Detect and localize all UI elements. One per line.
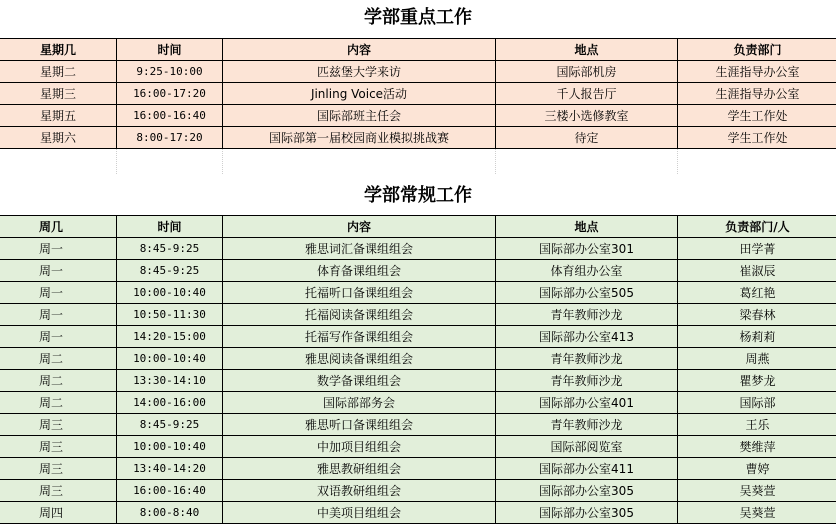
table-cell[interactable]: 中加项目组组会 [223,436,496,458]
table-cell[interactable]: 吴葵萱 [678,502,836,524]
table-cell[interactable]: 星期二 [0,61,117,83]
table-cell[interactable]: 16:00-16:40 [117,480,223,502]
table-row [0,238,836,260]
table-row [0,61,836,83]
table-cell[interactable]: 待定 [496,127,678,149]
table-row [0,480,836,502]
table-cell[interactable]: 国际部办公室411 [496,458,678,480]
table-cell[interactable]: 国际部部务会 [223,392,496,414]
table-cell[interactable]: 青年教师沙龙 [496,348,678,370]
column-header[interactable]: 时间 [117,39,223,61]
table-cell[interactable]: 国际部办公室413 [496,326,678,348]
table-cell[interactable]: 8:45-9:25 [117,238,223,260]
table-cell[interactable]: 8:45-9:25 [117,414,223,436]
table-row [0,392,836,414]
sheet-gridline [222,148,223,174]
table-cell[interactable]: 国际部办公室305 [496,480,678,502]
table-cell[interactable]: 青年教师沙龙 [496,414,678,436]
column-header[interactable]: 周几 [0,216,117,238]
table-cell[interactable]: 8:00-17:20 [117,127,223,149]
table-row [0,458,836,480]
table-cell[interactable]: 三楼小选修教室 [496,105,678,127]
table-cell[interactable]: 生涯指导办公室 [678,83,836,105]
table-cell[interactable]: 8:45-9:25 [117,260,223,282]
table-row [0,260,836,282]
table-cell[interactable]: 曹婷 [678,458,836,480]
table-row [0,370,836,392]
table-cell[interactable]: 周燕 [678,348,836,370]
table-cell[interactable]: 周二 [0,392,117,414]
sheet-gridline [677,148,678,174]
table-cell[interactable]: 国际部办公室401 [496,392,678,414]
table-row [0,83,836,105]
table-cell[interactable]: 国际部阅览室 [496,436,678,458]
table-cell[interactable]: 星期五 [0,105,117,127]
table-row [0,127,836,149]
table-cell[interactable]: 千人报告厅 [496,83,678,105]
column-header[interactable]: 负责部门 [678,39,836,61]
table-cell[interactable]: Jinling Voice活动 [223,83,496,105]
table-cell[interactable]: 梁春林 [678,304,836,326]
table-cell[interactable]: 国际部办公室301 [496,238,678,260]
table-cell[interactable]: 体育组办公室 [496,260,678,282]
table-cell[interactable]: 周四 [0,502,117,524]
table-cell[interactable]: 国际部班主任会 [223,105,496,127]
table-row [0,502,836,524]
table-cell[interactable]: 周二 [0,348,117,370]
table-cell[interactable]: 双语教研组组会 [223,480,496,502]
table-cell[interactable]: 8:00-8:40 [117,502,223,524]
table-cell[interactable]: 10:00-10:40 [117,436,223,458]
table-cell[interactable]: 周一 [0,260,117,282]
table-row [0,414,836,436]
table-cell[interactable]: 王乐 [678,414,836,436]
table-cell[interactable]: 雅思听口备课组组会 [223,414,496,436]
table-row [0,105,836,127]
column-header[interactable]: 负责部门/人 [678,216,836,238]
table-cell[interactable]: 生涯指导办公室 [678,61,836,83]
table-cell[interactable]: 星期三 [0,83,117,105]
table-cell[interactable]: 瞿梦龙 [678,370,836,392]
table-cell[interactable]: 周一 [0,326,117,348]
table-cell[interactable]: 杨莉莉 [678,326,836,348]
table-header-row [0,39,836,61]
table-cell[interactable]: 雅思阅读备课组组会 [223,348,496,370]
section1-title: 学部重点工作 [364,7,472,28]
table-cell[interactable]: 匹兹堡大学来访 [223,61,496,83]
table-row [0,326,836,348]
table-cell[interactable]: 10:00-10:40 [117,282,223,304]
table-cell[interactable]: 周一 [0,238,117,260]
table-row [0,348,836,370]
table-row [0,304,836,326]
table-cell[interactable]: 雅思词汇备课组组会 [223,238,496,260]
table-cell[interactable]: 周一 [0,304,117,326]
column-header[interactable]: 内容 [223,39,496,61]
column-header[interactable]: 星期几 [0,39,117,61]
table-cell[interactable]: 14:00-16:00 [117,392,223,414]
table-cell[interactable]: 14:20-15:00 [117,326,223,348]
table-cell[interactable]: 周三 [0,414,117,436]
table-cell[interactable]: 崔淑辰 [678,260,836,282]
key-work-table [0,38,836,149]
sheet-gridline [116,148,117,174]
table-cell[interactable]: 13:30-14:10 [117,370,223,392]
table-cell[interactable]: 吴葵萱 [678,480,836,502]
table-row [0,436,836,458]
table-cell[interactable]: 学生工作处 [678,127,836,149]
sheet-gridline [495,148,496,174]
table-cell[interactable]: 学生工作处 [678,105,836,127]
column-header[interactable]: 时间 [117,216,223,238]
table-cell[interactable]: 16:00-17:20 [117,83,223,105]
table-cell[interactable]: 国际部办公室305 [496,502,678,524]
table-cell[interactable]: 星期六 [0,127,117,149]
table-cell[interactable]: 国际部第一届校园商业模拟挑战赛 [223,127,496,149]
section2-title: 学部常规工作 [364,185,472,206]
table-cell[interactable]: 田学菁 [678,238,836,260]
column-header[interactable]: 内容 [223,216,496,238]
table-cell[interactable]: 国际部机房 [496,61,678,83]
column-header[interactable]: 地点 [496,216,678,238]
table-cell[interactable]: 周一 [0,282,117,304]
table-cell[interactable]: 数学备课组组会 [223,370,496,392]
table-cell[interactable]: 体育备课组组会 [223,260,496,282]
table-cell[interactable]: 国际部办公室505 [496,282,678,304]
table-cell[interactable]: 樊维萍 [678,436,836,458]
table-cell[interactable]: 托福阅读备课组组会 [223,304,496,326]
table-cell[interactable]: 托福写作备课组组会 [223,326,496,348]
table-cell[interactable]: 中美项目组组会 [223,502,496,524]
table-cell[interactable]: 周二 [0,370,117,392]
column-header[interactable]: 地点 [496,39,678,61]
table-cell[interactable]: 青年教师沙龙 [496,304,678,326]
table-cell[interactable]: 13:40-14:20 [117,458,223,480]
table-cell[interactable]: 10:00-10:40 [117,348,223,370]
table-cell[interactable]: 16:00-16:40 [117,105,223,127]
table-row [0,282,836,304]
table-cell[interactable]: 周三 [0,436,117,458]
table-header-row [0,216,836,238]
table-cell[interactable]: 10:50-11:30 [117,304,223,326]
table-cell[interactable]: 周三 [0,458,117,480]
table-cell[interactable]: 雅思教研组组会 [223,458,496,480]
table-cell[interactable]: 葛红艳 [678,282,836,304]
table-cell[interactable]: 国际部 [678,392,836,414]
table-cell[interactable]: 青年教师沙龙 [496,370,678,392]
table-cell[interactable]: 托福听口备课组组会 [223,282,496,304]
table-cell[interactable]: 周三 [0,480,117,502]
routine-work-table [0,215,836,524]
table-cell[interactable]: 9:25-10:00 [117,61,223,83]
